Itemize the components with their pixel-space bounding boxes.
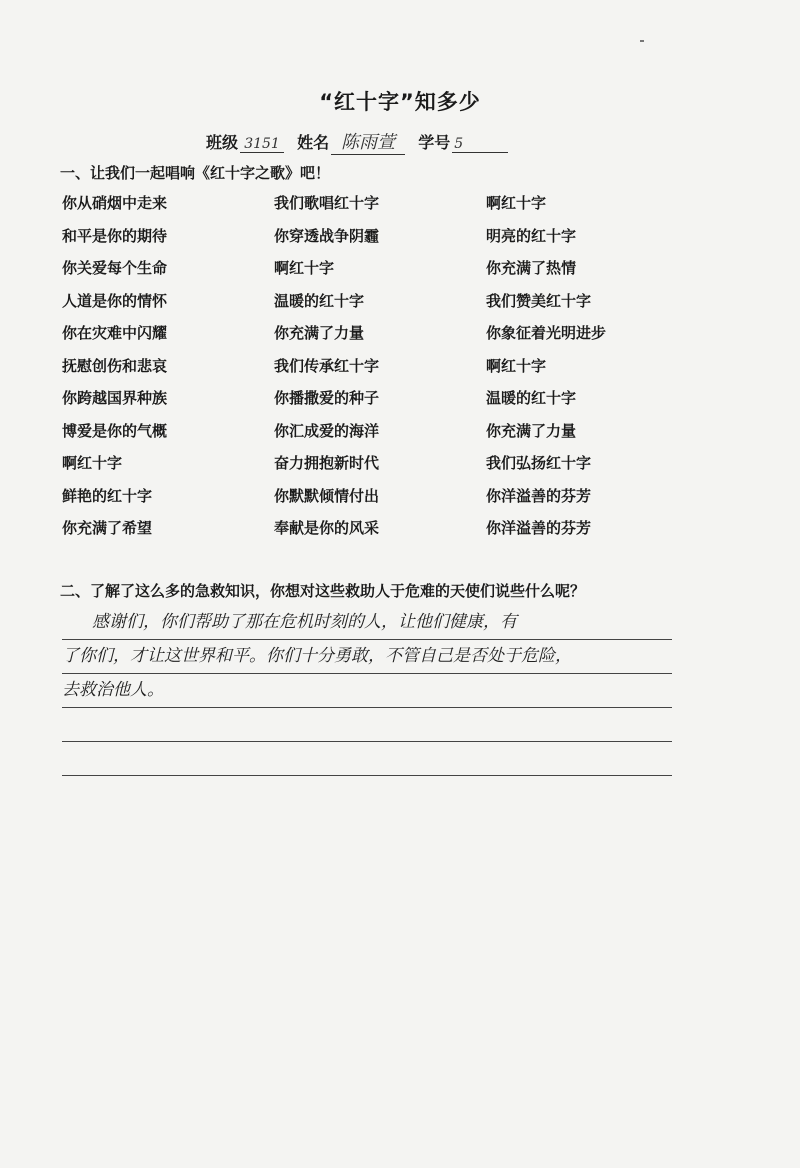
lyric-line: 博爱是你的气概 [62,421,168,440]
lyric-line: 温暖的红十字 [274,291,365,310]
lyric-line: 啊红十字 [486,194,547,212]
lyric-line: 奉献是你的风采 [274,519,380,537]
number-label: 学号 [418,133,451,152]
lyric-line: 你洋溢善的芬芳 [486,486,592,505]
answer-line [62,742,672,776]
name-value: 陈雨萱 [331,128,405,155]
lyric-line: 你关爱每个生命 [62,259,168,277]
scan-speck [640,40,644,42]
lyric-line: 明亮的红十字 [486,226,577,245]
section2-title: 二、了解了这么多的急救知识，你想对这些救助人于危难的天使们说些什么呢？ [60,582,586,600]
answer-line [62,708,672,742]
name-label: 姓名 [297,133,330,152]
lyric-line: 啊红十字 [62,454,123,472]
lyric-line: 我们传承红十字 [274,356,380,375]
lyric-line: 你洋溢善的芬芳 [486,519,592,537]
worksheet-title: “红十字”知多少 [319,90,481,114]
class-label: 班级 [206,133,239,152]
lyric-line: 你充满了力量 [486,421,577,440]
lyric-line: 你汇成爱的海洋 [274,421,380,440]
lyric-line: 啊红十字 [486,356,547,375]
lyric-line: 温暖的红十字 [486,389,577,407]
lyric-line: 人道是你的情怀 [62,291,168,310]
lyric-line: 你充满了热情 [486,259,577,277]
lyric-line: 我们赞美红十字 [486,291,592,310]
lyric-line: 我们歌唱红十字 [274,194,380,212]
lyric-line: 我们弘扬红十字 [486,454,592,472]
answer-line: 了你们，才让这世界和平。你们十分勇敢，不管自己是否处于危险， [62,640,672,674]
lyric-line: 抚慰创伤和悲哀 [62,356,168,375]
lyric-line: 你充满了希望 [62,519,153,537]
lyric-line: 你穿透战争阴霾 [274,226,380,245]
answer-line: 感谢们，你们帮助了那在危机时刻的人，让他们健康，有 [62,606,672,640]
number-value: 5 [452,136,508,153]
answer-line: 去救治他人。 [62,674,672,708]
student-info [206,128,516,155]
lyric-line: 你象征着光明进步 [486,324,607,342]
lyric-line: 啊红十字 [274,259,335,277]
class-value: 3151 [240,136,284,153]
lyric-line: 你充满了力量 [274,324,365,342]
lyric-line: 你跨越国界种族 [62,389,168,407]
lyrics-grid [62,192,702,550]
lyric-line: 鲜艳的红十字 [62,486,153,505]
lyric-line: 你从硝烟中走来 [62,194,168,212]
lyric-line: 你在灾难中闪耀 [62,324,168,342]
lyric-line: 和平是你的期待 [62,226,168,245]
answer-area [62,606,672,776]
lyric-line: 你默默倾情付出 [274,486,380,505]
lyric-line: 你播撒爱的种子 [274,389,380,407]
lyric-line: 奋力拥抱新时代 [274,454,380,472]
section1-title: 一、让我们一起唱响《红十字之歌》吧！ [60,164,331,182]
